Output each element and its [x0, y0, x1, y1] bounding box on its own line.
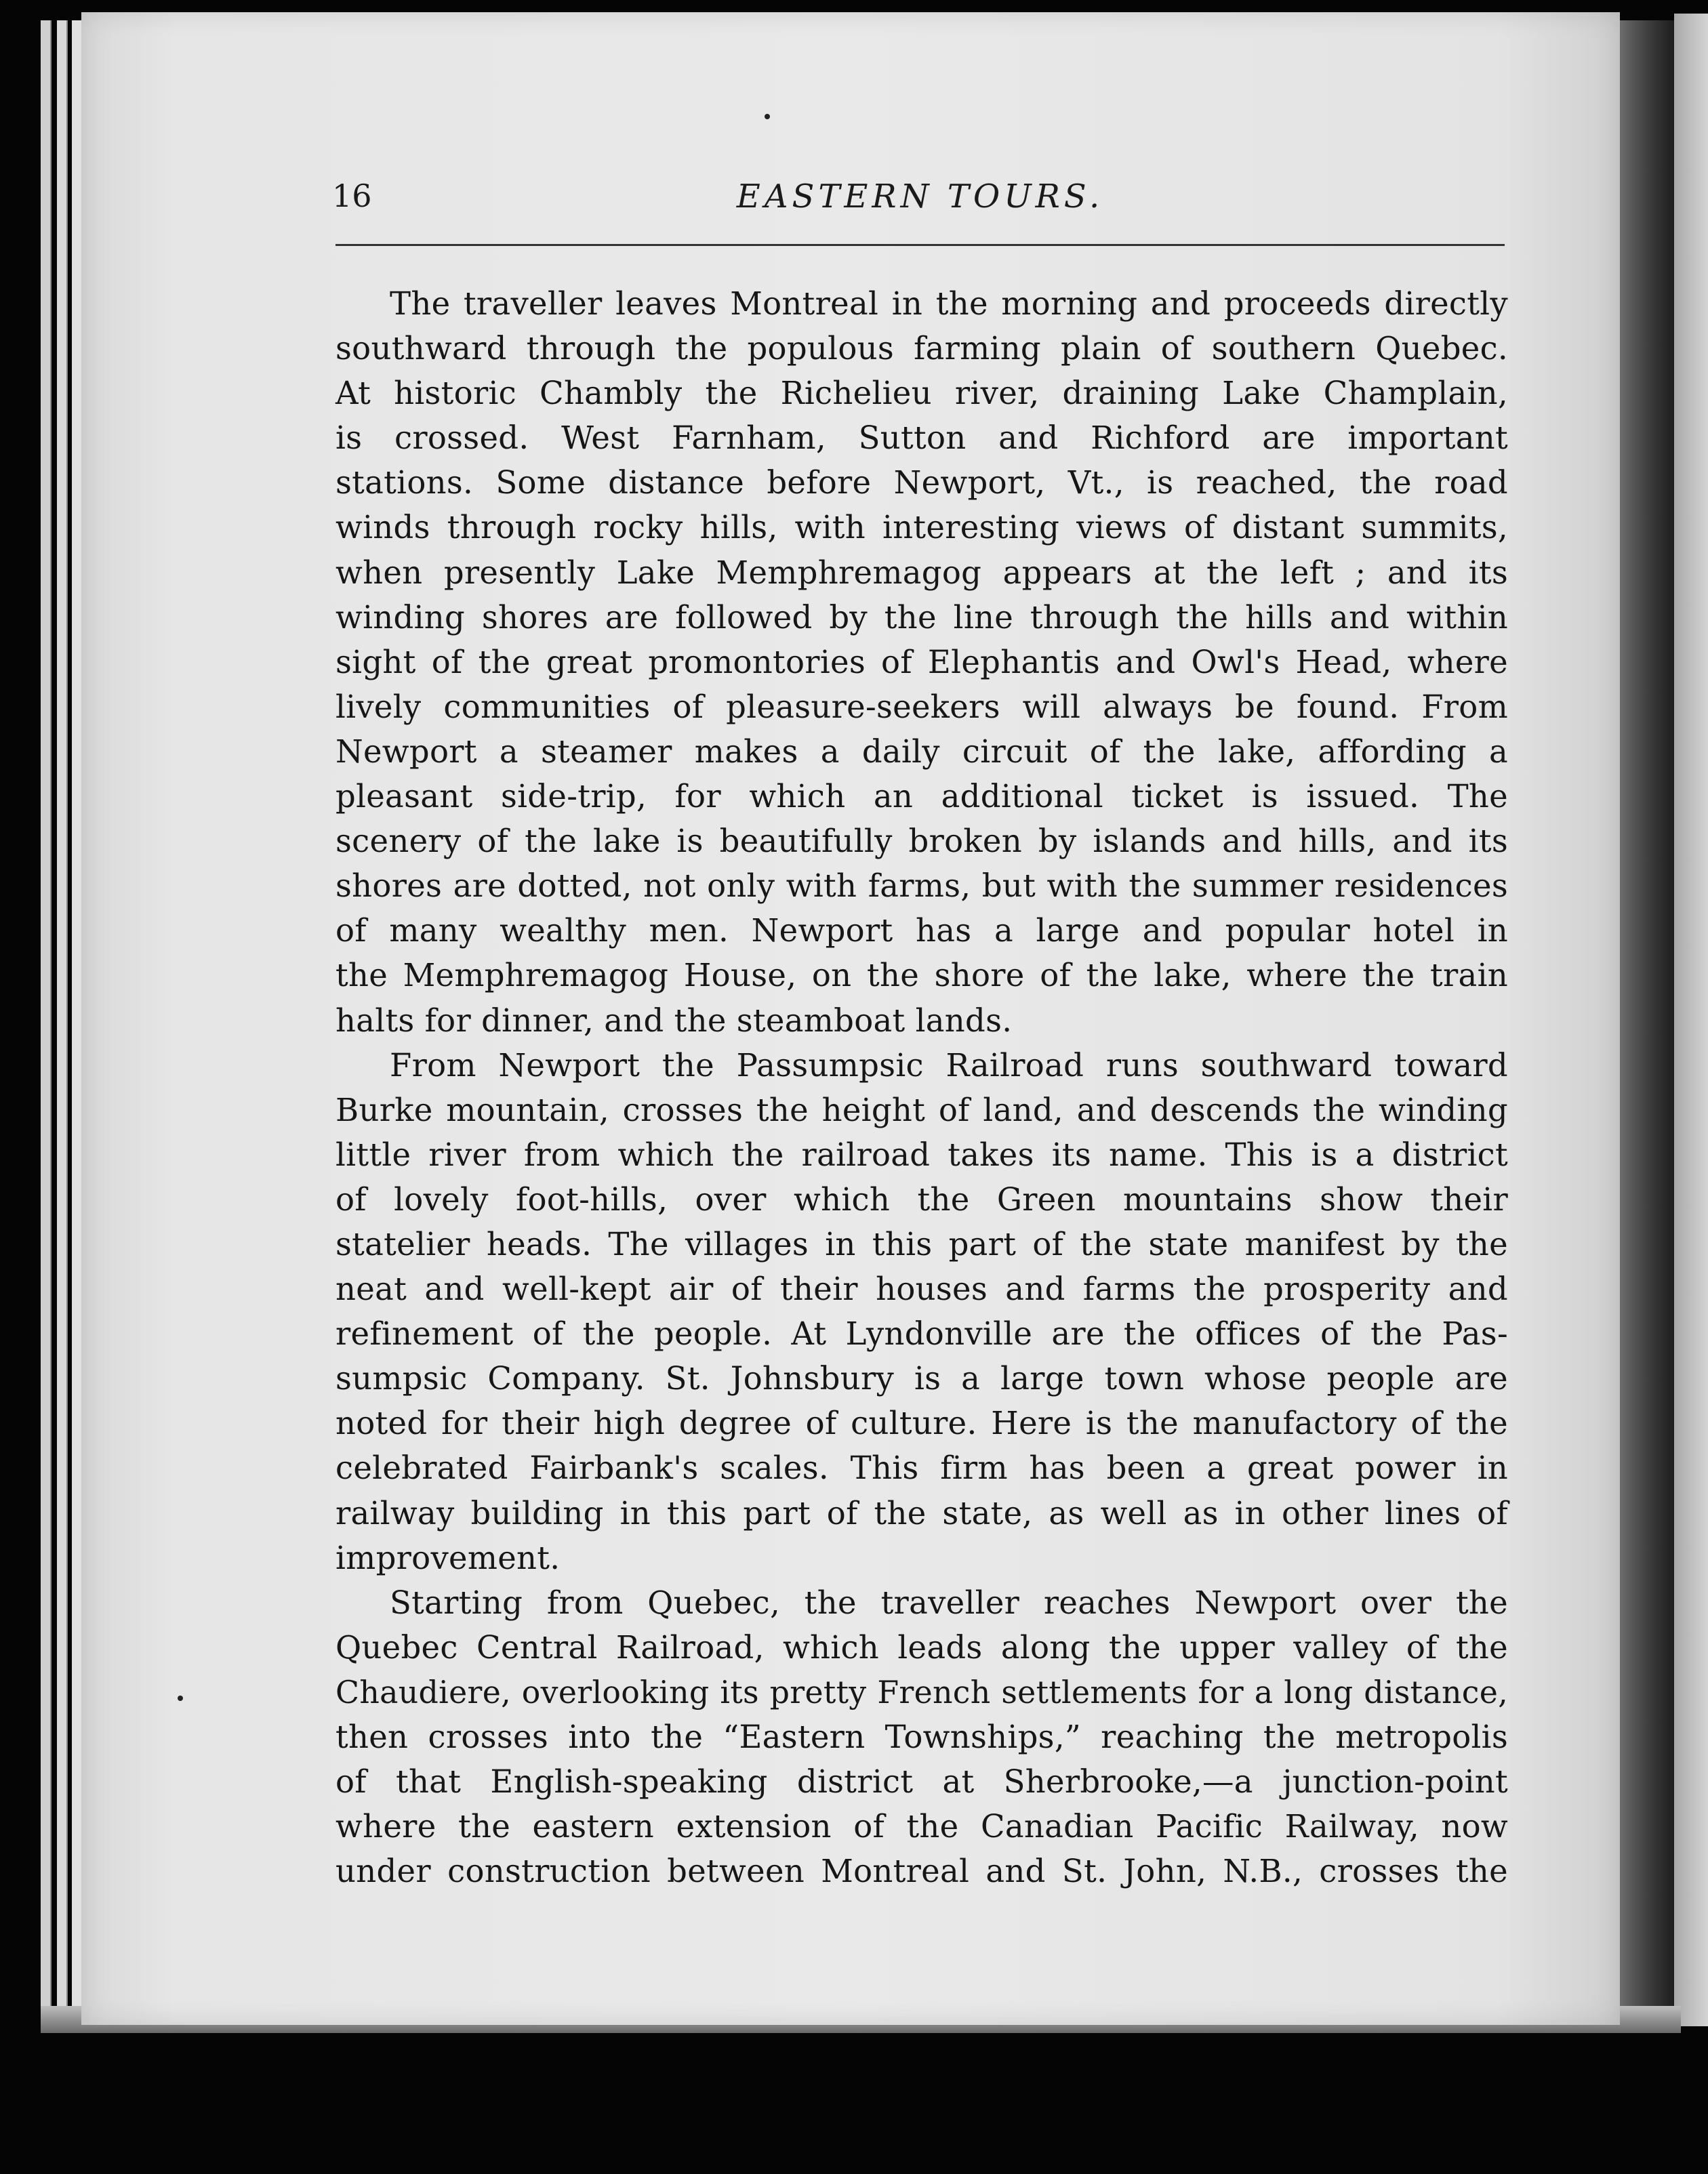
- page-number: 16: [332, 178, 372, 214]
- paragraph: [336, 281, 1508, 1043]
- text-line: The traveller leaves Montreal in the morning and proceeds directly: [390, 285, 1508, 322]
- text-line: of many wealthy men. Newport has a large and popular hotel in: [336, 912, 1508, 949]
- text-line: railway building in this part of the state, as well as in other lines of: [336, 1494, 1508, 1532]
- text-line: little river from which the railroad takes its name. This is a district: [336, 1136, 1508, 1173]
- running-head: [332, 178, 1508, 218]
- book-edge: [1674, 14, 1708, 2026]
- text-line: of lovely foot-hills, over which the Green mountains show their: [336, 1181, 1508, 1218]
- text-line: neat and well-kept air of their houses and farms the prosperity and: [336, 1271, 1508, 1308]
- text-line: statelier heads. The villages in this part of the state manifest by the: [336, 1225, 1508, 1263]
- text-line: of that English-speaking district at Sherbrooke,—a junction-point: [336, 1763, 1508, 1801]
- text-line: halts for dinner, and the steamboat lands.: [336, 1002, 1013, 1039]
- page-stack-edge: [41, 20, 52, 2006]
- text-line: is crossed. West Farnham, Sutton and Richford are important: [336, 419, 1508, 457]
- text-line: lively communities of pleasure-seekers will always be found. From: [336, 688, 1508, 725]
- text-line: celebrated Fairbank's scales. This firm has been a great power in: [336, 1450, 1508, 1487]
- print-speck: [765, 114, 770, 119]
- text-line: From Newport the Passumpsic Railroad runs southward toward: [390, 1046, 1508, 1084]
- body-text: [336, 281, 1508, 1893]
- text-line: Starting from Quebec, the traveller reaches Newport over the: [390, 1584, 1508, 1621]
- text-line: when presently Lake Memphremagog appears at the left ; and its: [336, 554, 1508, 591]
- text-line: sumpsic Company. St. Johnsbury is a large town whose people are: [336, 1360, 1508, 1397]
- text-line: improvement.: [336, 1539, 561, 1576]
- running-title: EASTERN TOURS.: [736, 178, 1104, 216]
- text-line: sight of the great promontories of Elephantis and Owl's Head, where: [336, 643, 1508, 680]
- text-line: southward through the populous farming plain of southern Quebec.: [336, 330, 1508, 367]
- text-line: noted for their high degree of culture. Here is the manufactory of the: [336, 1405, 1508, 1442]
- text-line: the Memphremagog House, on the shore of the lake, where the train: [336, 957, 1508, 994]
- text-line: then crosses into the “Eastern Townships,” reaching the metropolis: [336, 1719, 1508, 1755]
- text-line: Chaudiere, overlooking its pretty French settlements for a long distance,: [336, 1673, 1508, 1710]
- text-line: winds through rocky hills, with interesting views of distant summits,: [336, 509, 1508, 546]
- paragraph: [336, 1580, 1508, 1894]
- text-line: stations. Some distance before Newport, Vt., is reached, the road: [336, 464, 1508, 501]
- page-stack-edge: [57, 20, 68, 2006]
- text-line: refinement of the people. At Lyndonville are the offices of the Pas-: [336, 1315, 1508, 1353]
- text-line: pleasant side-trip, for which an additional ticket is issued. The: [336, 778, 1508, 815]
- text-line: Burke mountain, crosses the height of land, and descends the winding: [336, 1091, 1508, 1128]
- text-line: under construction between Montreal and St. John, N.B., crosses the: [336, 1853, 1508, 1890]
- text-line: Newport a steamer makes a daily circuit of the lake, affording a: [336, 733, 1508, 770]
- text-line: where the eastern extension of the Canadian Pacific Railway, now: [336, 1808, 1508, 1845]
- text-line: scenery of the lake is beautifully broken by islands and hills, and its: [336, 823, 1508, 860]
- paragraph: [336, 1043, 1508, 1580]
- text-line: Quebec Central Railroad, which leads along the upper valley of the: [336, 1628, 1508, 1666]
- text-line: At historic Chambly the Richelieu river, draining Lake Champlain,: [336, 375, 1508, 412]
- print-speck: [178, 1696, 183, 1701]
- text-line: shores are dotted, not only with farms, but with the summer residences: [336, 867, 1508, 905]
- header-rule: [336, 244, 1505, 246]
- text-line: winding shores are followed by the line through the hills and within: [336, 598, 1508, 636]
